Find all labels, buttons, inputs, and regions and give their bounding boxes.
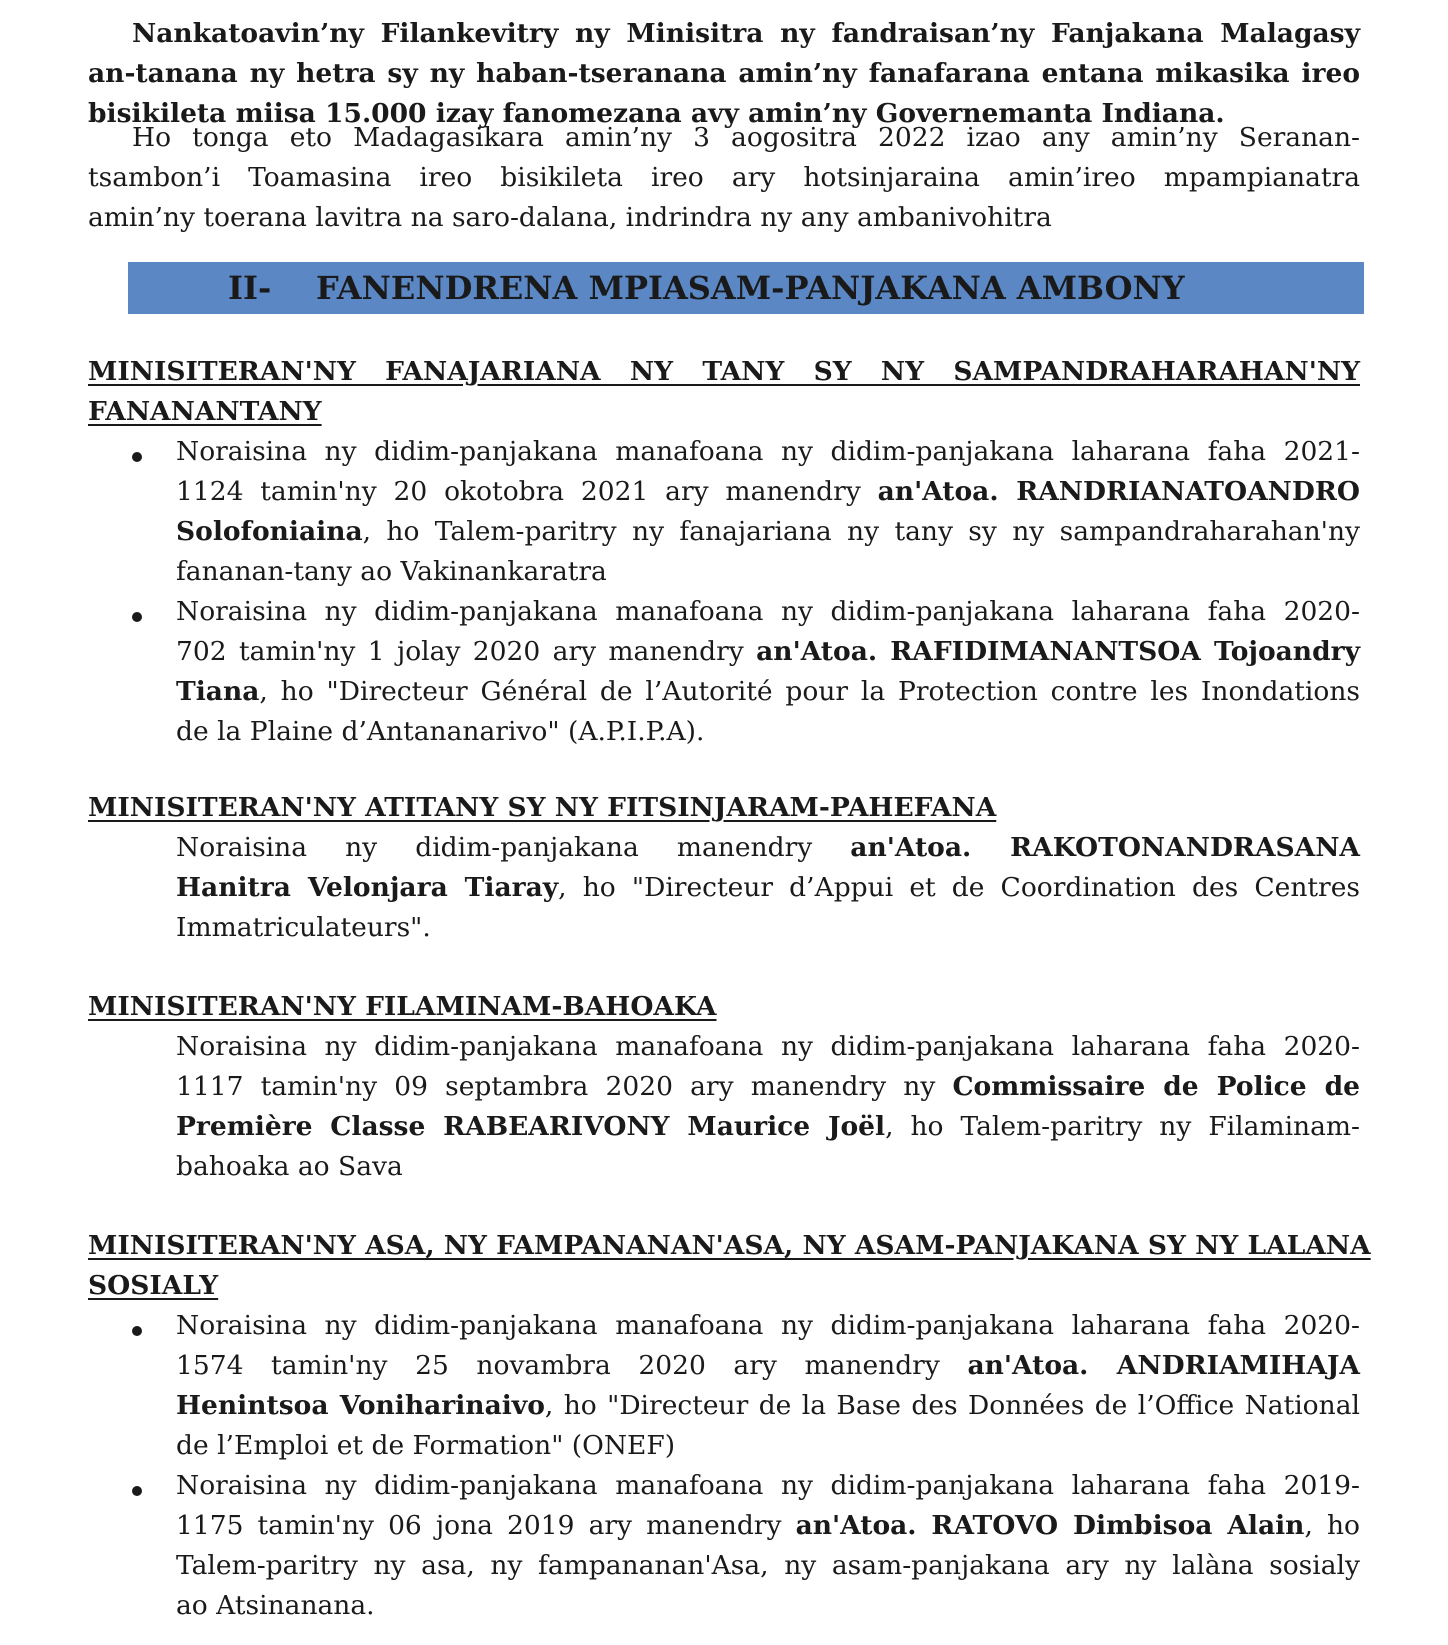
- section-2-heading-line: MINISITERAN'NY ATITANY SY NY FITSINJARAM-PAHEFANA: [88, 792, 997, 823]
- body-line: bahoaka ao Sava: [176, 1151, 403, 1182]
- body-line: [176, 868, 1360, 908]
- section-3-heading: [88, 987, 1360, 1027]
- item-text: , ho: [1304, 1510, 1360, 1541]
- section-3-heading-line: MINISITERAN'NY FILAMINAM-BAHOAKA: [88, 991, 717, 1022]
- item-text: 1175 tamin'ny 06 jona 2019 ary manendry: [176, 1510, 782, 1541]
- item-line: [176, 1386, 1360, 1426]
- section-2-body: [176, 828, 1360, 948]
- intro-paragraph-2: [88, 118, 1360, 238]
- intro-p1-line-3: bisikileta miisa 15.000 izay fanomezana avy amin’ny Governemanta Indiana.: [88, 98, 1225, 129]
- item-line: [176, 512, 1360, 552]
- item-text: 1574 tamin'ny 25 novambra 2020 ary manendry: [176, 1350, 940, 1381]
- section-1-heading-line-1: MINISITERAN'NY FANAJARIANA NY TANY SY NY SAMPANDRAHARAHAN'NY: [88, 356, 1360, 387]
- appointee-name: Commissaire de Police de: [952, 1071, 1360, 1102]
- item-line: [176, 1506, 1360, 1546]
- intro-paragraph-1: [88, 14, 1360, 134]
- item-text: , ho "Directeur Général de l’Autorité pour la Protection contre les Inondations: [259, 676, 1360, 707]
- section-4-heading: [88, 1226, 1371, 1306]
- item-line: Noraisina ny didim-panjakana manafoana ny didim-panjakana laharana faha 2019-: [176, 1470, 1360, 1501]
- item-text: , ho Talem-paritry ny Filaminam-: [885, 1111, 1361, 1142]
- item-text: Noraisina ny didim-panjakana manendry: [176, 832, 813, 863]
- item-line: Noraisina ny didim-panjakana manafoana ny didim-panjakana laharana faha 2020-: [176, 596, 1360, 627]
- appointee-name: Tiana: [176, 676, 260, 707]
- section-4-item-2: [176, 1466, 1360, 1626]
- item-line: [176, 1346, 1360, 1386]
- item-line: ao Atsinanana.: [176, 1590, 375, 1621]
- item-line: de l’Emploi et de Formation" (ONEF): [176, 1430, 676, 1461]
- item-line: Noraisina ny didim-panjakana manafoana ny didim-panjakana laharana faha 2020-: [176, 1310, 1360, 1341]
- banner-number: II-: [228, 269, 272, 307]
- intro-p2-line-1: Ho tonga eto Madagasikara amin’ny 3 aogositra 2022 izao any amin’ny Seranan-: [132, 122, 1360, 153]
- item-line: [176, 672, 1360, 712]
- appointee-name: an'Atoa. ANDRIAMIHAJA: [967, 1350, 1360, 1381]
- intro-p2-line-2: tsambon’i Toamasina ireo bisikileta ireo ary hotsinjaraina amin’ireo mpampianatra: [88, 162, 1360, 193]
- intro-p2-line-3: amin’ny toerana lavitra na saro-dalana, indrindra ny any ambanivohitra: [88, 202, 1052, 233]
- item-text: 702 tamin'ny 1 jolay 2020 ary manendry: [176, 636, 744, 667]
- item-line: fananan-tany ao Vakinankaratra: [176, 556, 607, 587]
- body-line: [176, 1067, 1360, 1107]
- intro-p1-line-1: Nankatoavin’ny Filankevitry ny Minisitra ny fandraisan’ny Fanjakana Malagasy: [132, 18, 1360, 49]
- appointee-name: an'Atoa. RATOVO Dimbisoa Alain: [795, 1510, 1305, 1541]
- body-line: [176, 1107, 1360, 1147]
- section-4-heading-line-1: MINISITERAN'NY ASA, NY FAMPANANAN'ASA, NY ASAM-PANJAKANA SY NY LALANA: [88, 1230, 1371, 1261]
- item-text: 1117 tamin'ny 09 septambra 2020 ary manendry ny: [176, 1071, 936, 1102]
- section-4-heading-line-2: SOSIALY: [88, 1270, 219, 1301]
- item-line: [176, 632, 1360, 672]
- item-line: de la Plaine d’Antananarivo" (A.P.I.P.A).: [176, 716, 705, 747]
- appointee-name: Solofoniaina: [176, 516, 363, 547]
- item-text: 1124 tamin'ny 20 okotobra 2021 ary manendry: [176, 476, 861, 507]
- item-text: , ho "Directeur d’Appui et de Coordination des Centres: [558, 872, 1360, 903]
- body-line: [176, 828, 1360, 868]
- section-2-heading: [88, 788, 1360, 828]
- section-1-heading-line-2: FANANANTANY: [88, 396, 322, 427]
- section-1-item-1: [176, 432, 1360, 592]
- section-1-heading: [88, 352, 1360, 432]
- appointee-name: Première Classe RABEARIVONY Maurice Joël: [176, 1111, 886, 1142]
- item-line: Noraisina ny didim-panjakana manafoana ny didim-panjakana laharana faha 2021-: [176, 436, 1360, 467]
- banner-title: FANENDRENA MPIASAM-PANJAKANA AMBONY: [316, 269, 1185, 307]
- item-text: , ho Talem-paritry ny fanajariana ny tany sy ny sampandraharahan'ny: [362, 516, 1360, 547]
- appointee-name: an'Atoa. RANDRIANATOANDRO: [877, 476, 1360, 507]
- body-line: Immatriculateurs".: [176, 912, 431, 943]
- item-line: [176, 472, 1360, 512]
- bullet-icon: [132, 612, 142, 622]
- bullet-icon: [132, 1486, 142, 1496]
- section-1-item-2: [176, 592, 1360, 752]
- appointee-name: Hanitra Velonjara Tiaray: [176, 872, 559, 903]
- intro-p1-line-2: an-tanana ny hetra sy ny haban-tseranana amin’ny fanafarana entana mikasika ireo: [88, 58, 1360, 89]
- appointee-name: an'Atoa. RAFIDIMANANTSOA Tojoandry: [756, 636, 1360, 667]
- section-banner: [128, 262, 1364, 314]
- section-4-item-1: [176, 1306, 1360, 1466]
- item-text: , ho "Directeur de la Base des Données de l’Office National: [544, 1390, 1360, 1421]
- item-line: Talem-paritry ny asa, ny fampananan'Asa, ny asam-panjakana ary ny lalàna sosialy: [176, 1550, 1360, 1581]
- bullet-icon: [132, 1326, 142, 1336]
- bullet-icon: [132, 452, 142, 462]
- appointee-name: an'Atoa. RAKOTONANDRASANA: [850, 832, 1360, 863]
- body-line: Noraisina ny didim-panjakana manafoana ny didim-panjakana laharana faha 2020-: [176, 1031, 1360, 1062]
- section-3-body: [176, 1027, 1360, 1187]
- appointee-name: Henintsoa Voniharinaivo: [176, 1390, 545, 1421]
